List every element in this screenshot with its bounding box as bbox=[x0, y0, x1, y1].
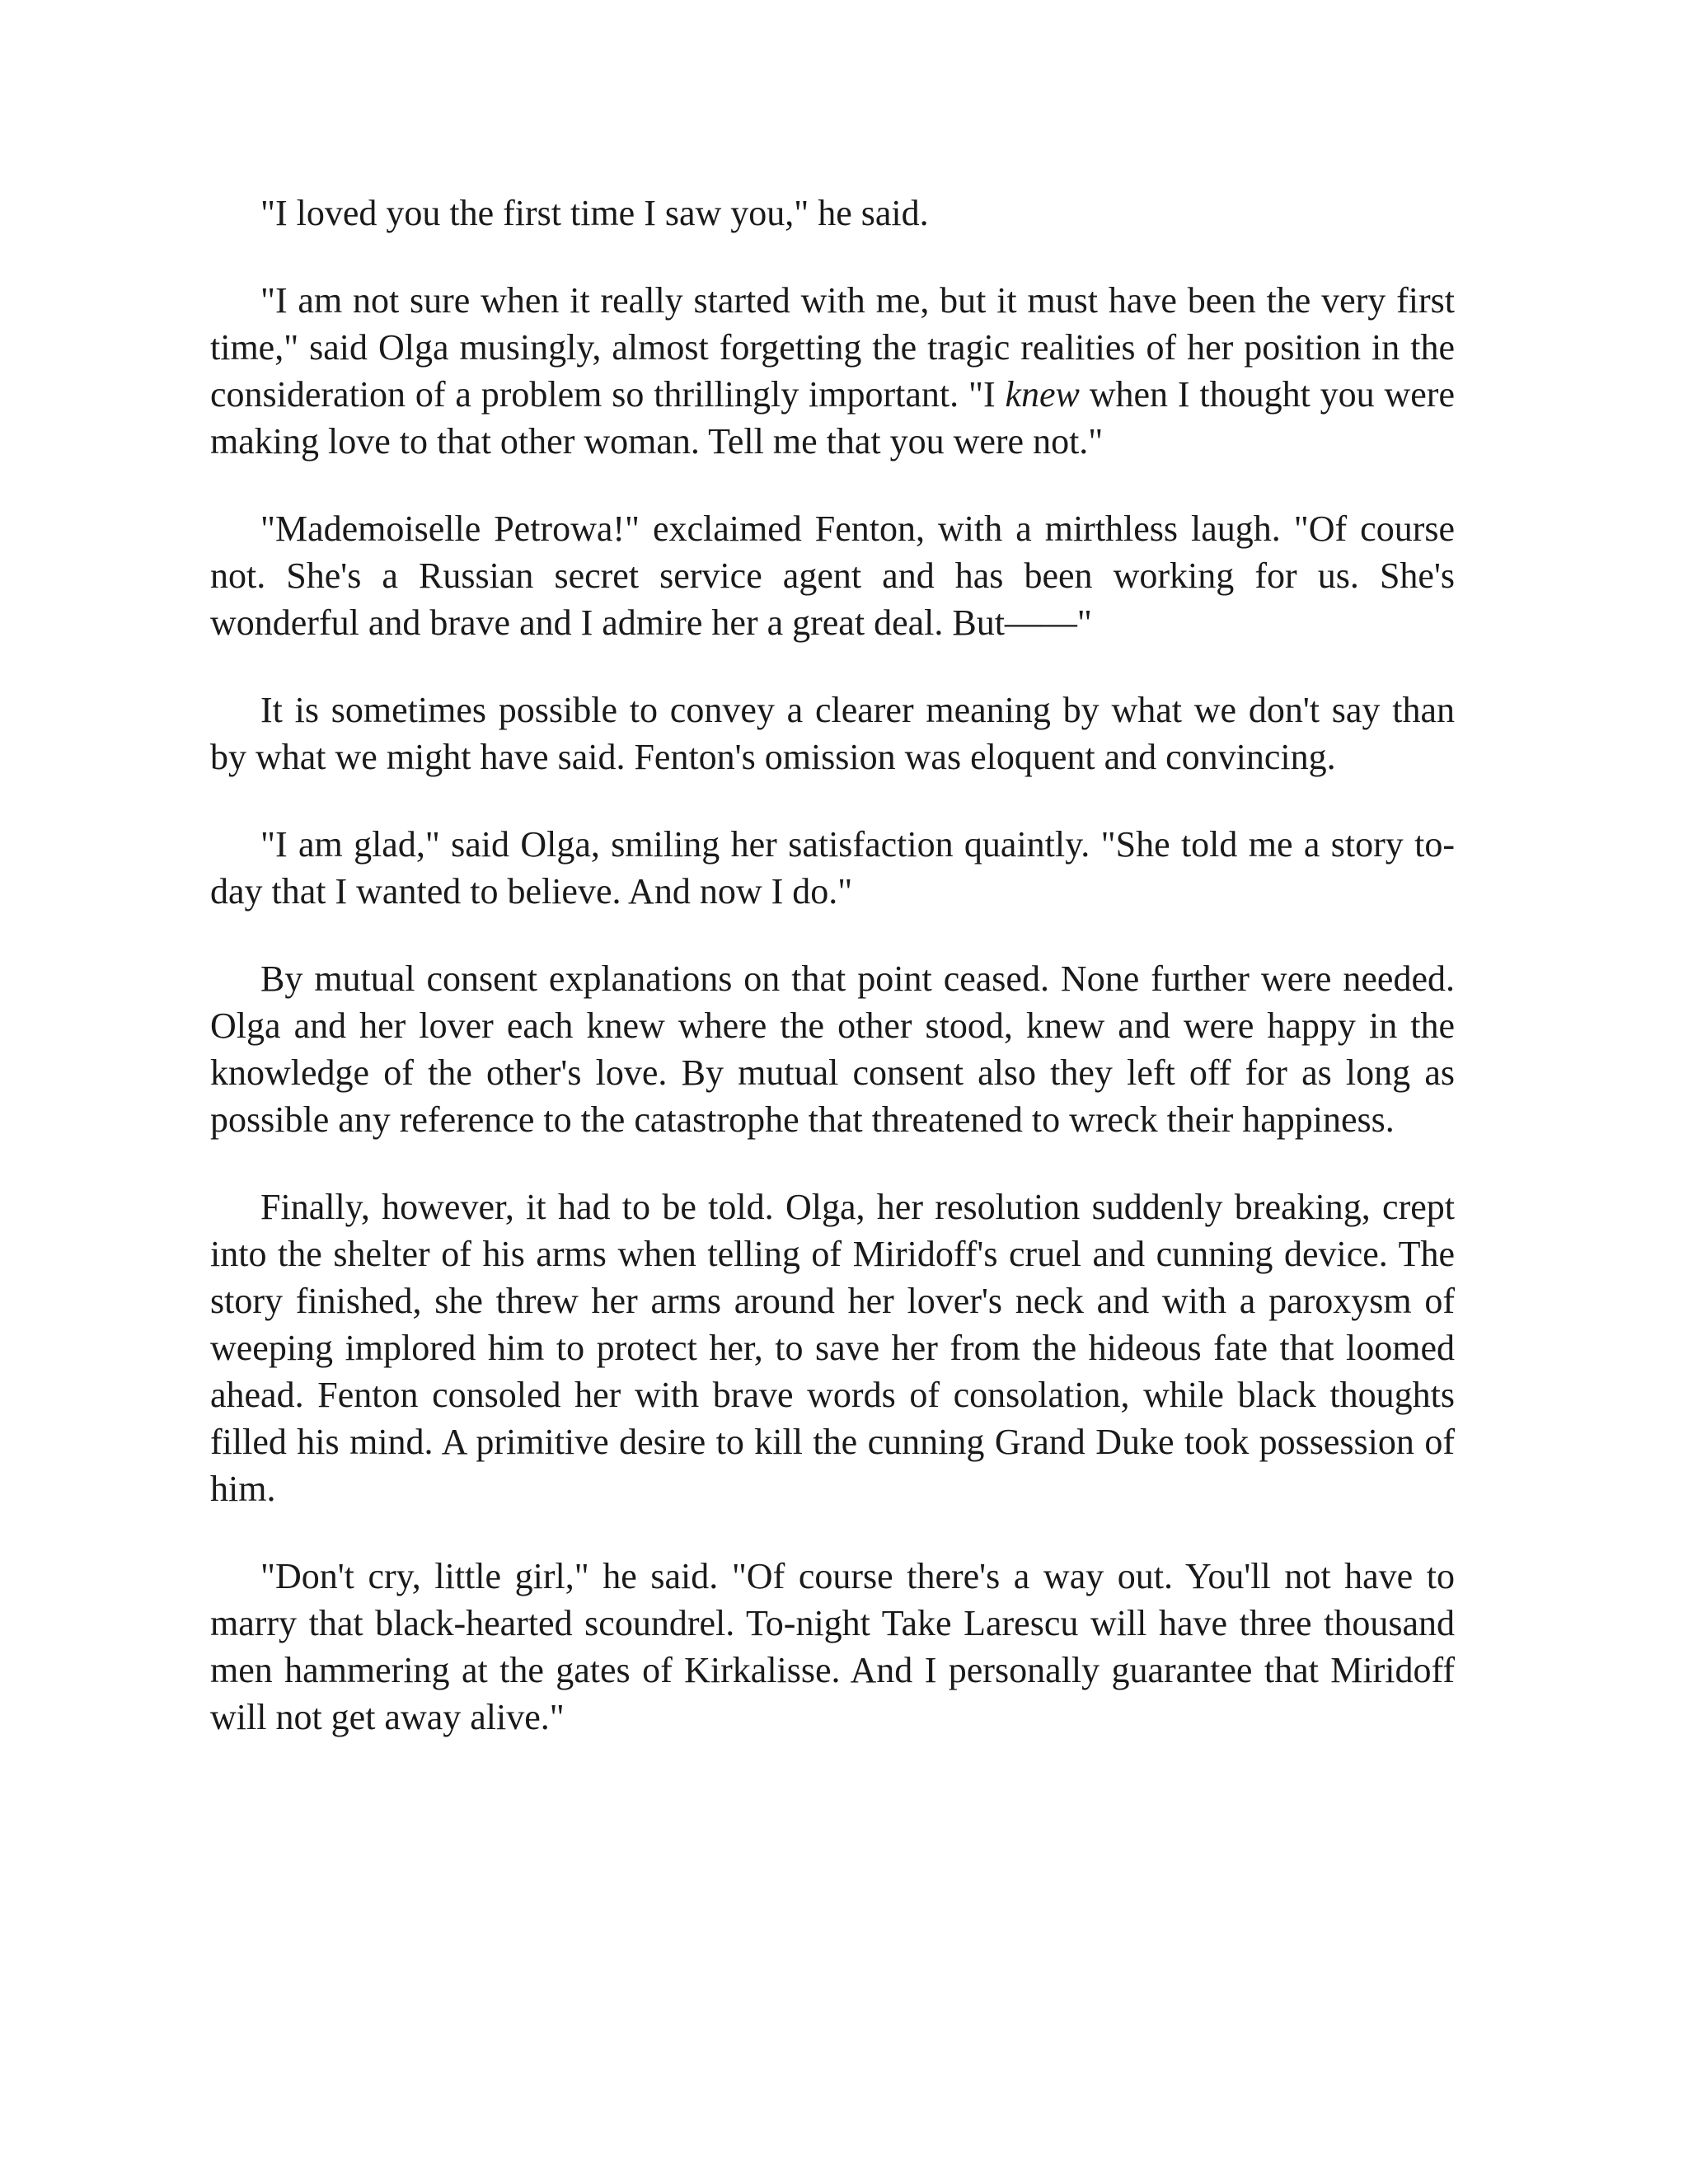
paragraph bbox=[210, 687, 1455, 780]
paragraph-text: "Don't cry, little girl," he said. "Of course there's a way out. You'll not have to marry that black-hearted scoundrel. To-night Take Larescu will have three thousand men hammering at the gates of Kirkalisse. And I personally guarantee that Miridoff will not get away alive." bbox=[210, 1556, 1455, 1737]
paragraph-text: "Mademoiselle Petrowa!" exclaimed Fenton, with a mirthless laugh. "Of course not. She's a Russian secret service agent and has been working for us. She's wonderful and brave and I admire her a great deal. But——" bbox=[210, 509, 1455, 643]
paragraph bbox=[210, 1553, 1455, 1741]
paragraph-text: "I loved you the first time I saw you," he said. bbox=[260, 193, 929, 233]
paragraph-text: when I thought you were making love to that other woman. Tell me that you were not." bbox=[210, 374, 1455, 462]
emphasized-word: knew bbox=[1005, 374, 1080, 415]
paragraph bbox=[210, 190, 1455, 237]
book-page bbox=[210, 190, 1455, 1741]
paragraph-text: It is sometimes possible to convey a clearer meaning by what we don't say than by what we might have said. Fenton's omission was eloquent and convincing. bbox=[210, 690, 1455, 777]
paragraph bbox=[210, 505, 1455, 646]
paragraph bbox=[210, 1183, 1455, 1512]
paragraph bbox=[210, 821, 1455, 915]
paragraph-text: By mutual consent explanations on that point ceased. None further were needed. Olga and her lover each knew where the other stood, knew and were happy in the knowledge of the other's love. By mutual consent also they left off for as long as possible any reference to the catastrophe that threatened to wreck their happiness. bbox=[210, 958, 1455, 1140]
paragraph-text: Finally, however, it had to be told. Olga, her resolution suddenly breaking, crept into the shelter of his arms when telling of Miridoff's cruel and cunning device. The story finished, she threw her arms around her lover's neck and with a paroxysm of weeping implored him to protect her, to save her from the hideous fate that loomed ahead. Fenton consoled her with brave words of consolation, while black thoughts filled his mind. A primitive desire to kill the cunning Grand Duke took possession of him. bbox=[210, 1187, 1455, 1509]
paragraph bbox=[210, 277, 1455, 465]
paragraph bbox=[210, 955, 1455, 1143]
paragraph-text: "I am not sure when it really started with me, but it must have been the very first time," said Olga musingly, almost forgetting the tragic realities of her position in the consideration of a problem so thrillingly important. "I bbox=[210, 280, 1455, 415]
paragraph-text: "I am glad," said Olga, smiling her satisfaction quaintly. "She told me a story to-day that I wanted to believe. And now I do." bbox=[210, 824, 1455, 912]
